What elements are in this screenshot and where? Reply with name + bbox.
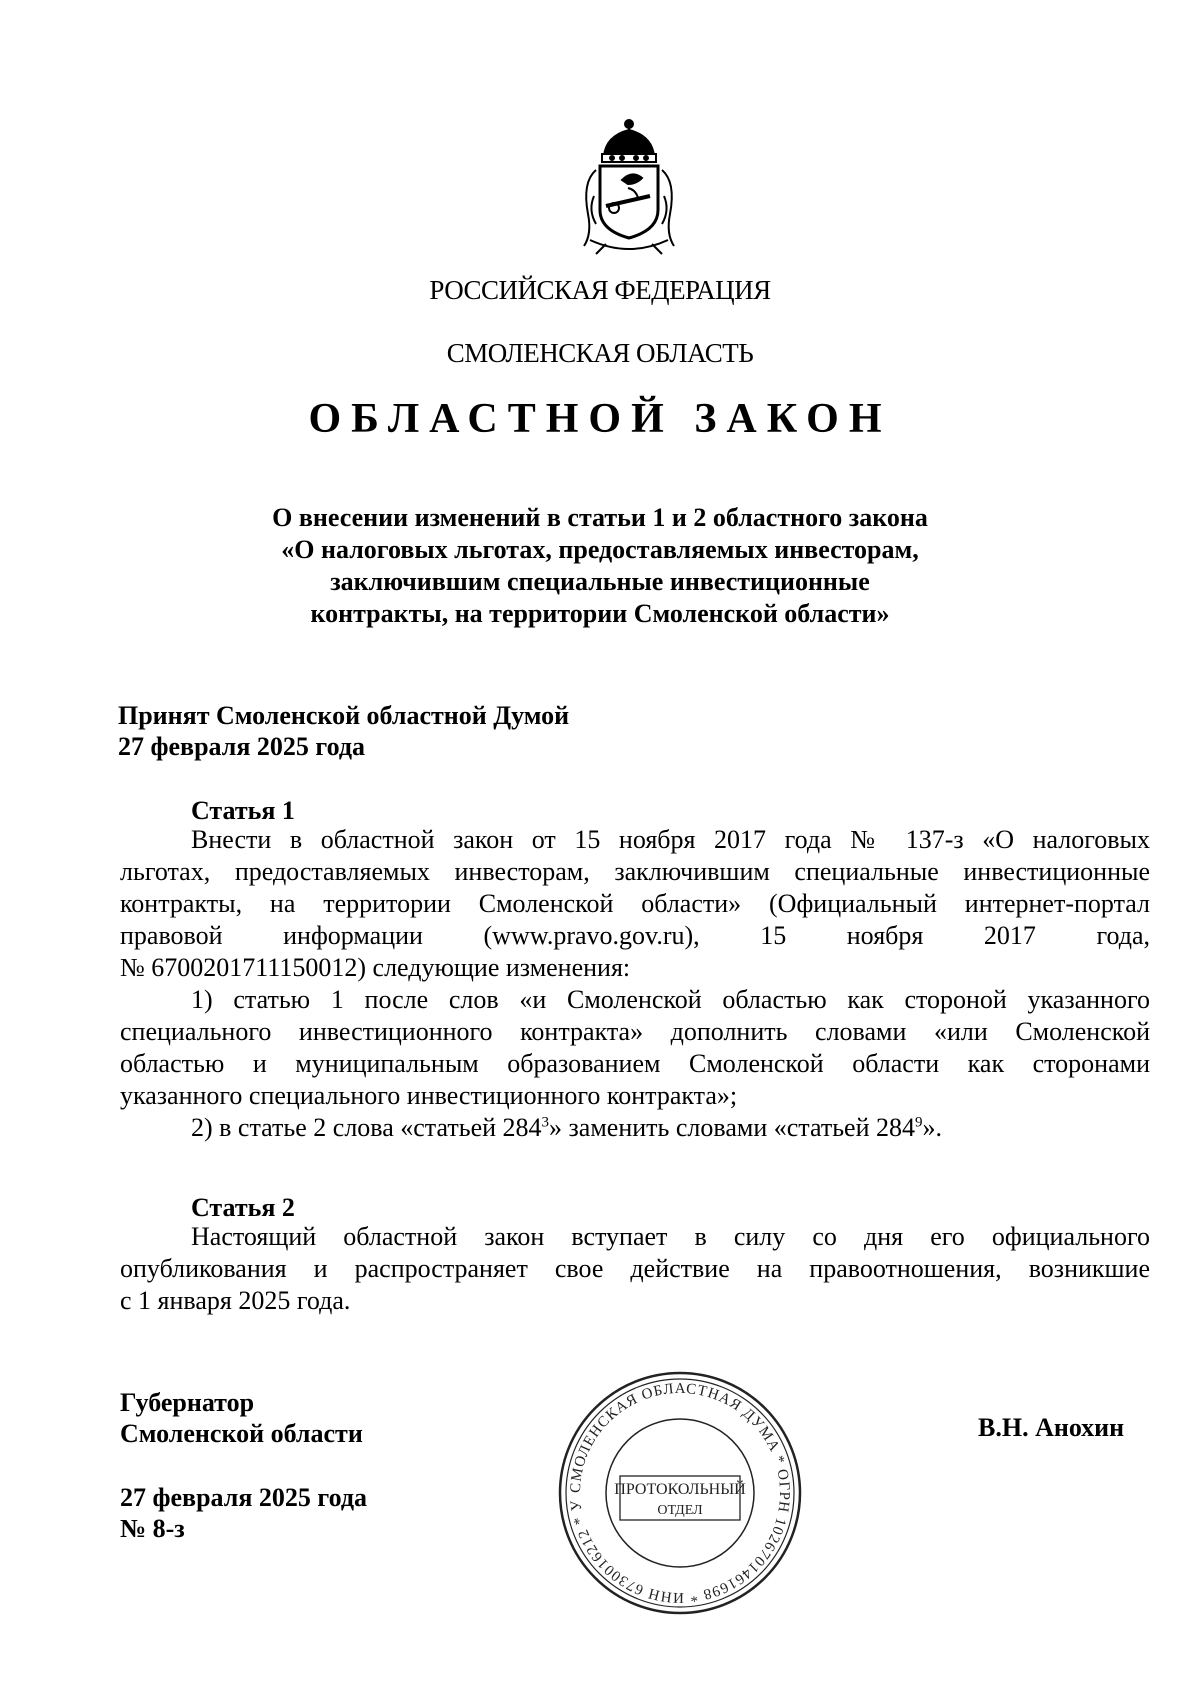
title-line: «О налоговых льготах, предоставляемых инвесторам, — [281, 535, 919, 564]
article-1-heading: Статья 1 — [191, 796, 295, 825]
title-line: заключившим специальные инвестиционные — [330, 567, 870, 596]
superscript: 9 — [915, 1114, 923, 1131]
region-name: СМОЛЕНСКАЯ ОБЛАСТЬ — [446, 338, 754, 368]
country-name: РОССИЙСКАЯ ФЕДЕРАЦИЯ — [429, 275, 771, 305]
text-line: с 1 января 2025 года. — [120, 1286, 351, 1315]
stamp-center-line: ПРОТОКОЛЬНЫЙ — [614, 1481, 746, 1498]
adopted-date: 27 февраля 2025 года — [118, 732, 365, 761]
item2-text: 2) в статье 2 слова «статьей 284 — [191, 1113, 542, 1142]
text-line: правовой информации (www.pravo.gov.ru), 15 ноября 2017 года, — [120, 921, 1150, 950]
article-2-heading: Статья 2 — [191, 1193, 295, 1222]
position-line: Губернатор — [120, 1388, 255, 1417]
official-stamp — [555, 1368, 805, 1618]
stamp-center-line: ОТДЕЛ — [657, 1503, 703, 1518]
text-line — [120, 1112, 1150, 1144]
item2-text: ». — [922, 1113, 942, 1142]
law-title — [0, 502, 1200, 630]
article-2-body — [120, 1221, 1150, 1317]
text-line: 1) статью 1 после слов «и Смоленской областью как стороной указанного — [191, 985, 1150, 1014]
document-type: ОБЛАСТНОЙ ЗАКОН — [308, 396, 892, 442]
text-line: Настоящий областной закон вступает в силу со дня его официального — [191, 1222, 1150, 1251]
stamp-ring-text: СМОЛЕНСКАЯ ОБЛАСТНАЯ ДУМА * ОГРН 1026701461698 * ИНН 6730016212 * У — [567, 1380, 793, 1606]
title-line: контракты, на территории Смоленской области» — [310, 599, 890, 628]
text-line: Внести в областной закон от 15 ноября 2017 года № 137-з «О налоговых — [191, 825, 1150, 854]
text-line: опубликования и распространяет свое действие на правоотношения, возникшие — [120, 1254, 1150, 1283]
article-1-body — [120, 824, 1150, 1144]
signing-date: 27 февраля 2025 года — [120, 1483, 367, 1512]
adoption-info — [118, 700, 569, 762]
position-line: Смоленской области — [120, 1419, 363, 1448]
law-number: № 8-з — [120, 1514, 185, 1543]
coat-of-arms-icon — [566, 118, 692, 258]
text-line: контракты, на территории Смоленской области» (Официальный интернет-портал — [120, 889, 1150, 918]
text-line: льготах, предоставляемых инвесторам, заключившим специальные инвестиционные — [120, 857, 1150, 886]
adopted-by: Принят Смоленской областной Думой — [118, 701, 570, 730]
text-line: специального инвестиционного контракта» дополнить словами «или Смоленской — [120, 1017, 1150, 1046]
signatory-position — [120, 1387, 363, 1449]
text-line: указанного специального инвестиционного контракта»; — [120, 1081, 738, 1110]
text-line: областью и муниципальным образованием Смоленской области как сторонами — [120, 1049, 1150, 1078]
signatory-name: В.Н. Анохин — [978, 1413, 1125, 1442]
title-line: О внесении изменений в статьи 1 и 2 областного закона — [272, 503, 928, 532]
item2-text: » заменить словами «статьей 284 — [549, 1113, 915, 1142]
signing-details — [120, 1482, 367, 1544]
superscript: 3 — [541, 1114, 550, 1131]
text-line: № 6700201711150012) следующие изменения: — [120, 953, 631, 982]
